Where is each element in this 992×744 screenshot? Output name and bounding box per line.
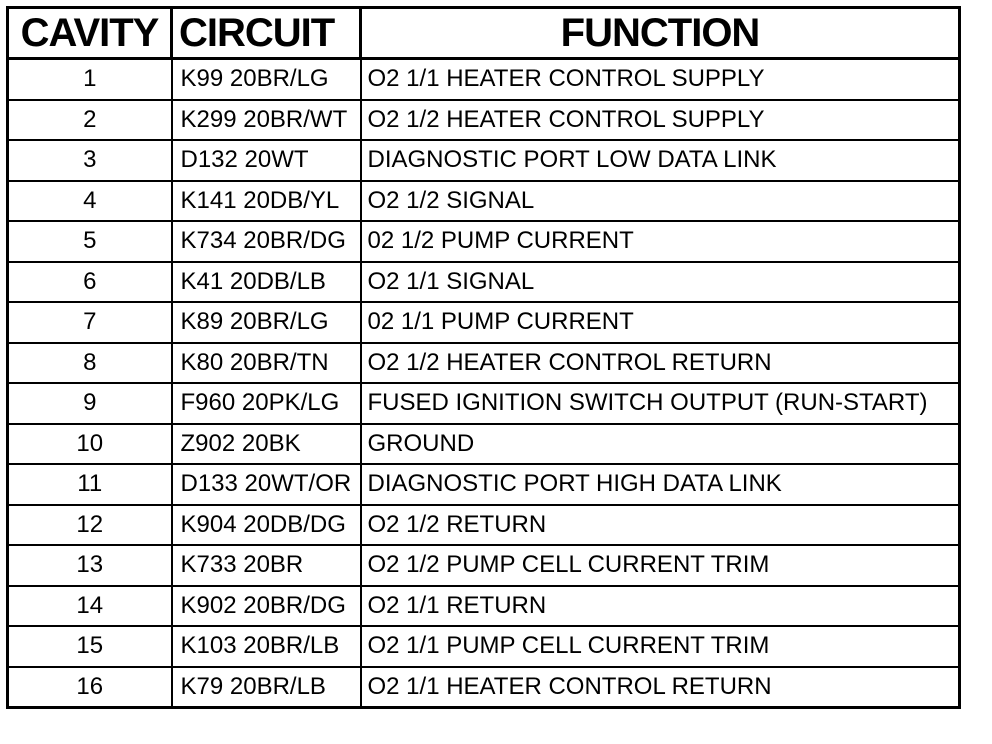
table-row	[8, 464, 960, 505]
table-row	[8, 302, 960, 343]
function-cell: O2 1/2 SIGNAL	[361, 181, 960, 222]
circuit-cell: D132 20WT	[172, 140, 361, 181]
cavity-cell: 6	[8, 262, 172, 303]
table-row	[8, 100, 960, 141]
table-row	[8, 59, 960, 100]
cavity-cell: 10	[8, 424, 172, 465]
cavity-cell: 5	[8, 221, 172, 262]
header-row	[8, 8, 960, 59]
function-cell: O2 1/1 HEATER CONTROL RETURN	[361, 667, 960, 708]
function-cell: DIAGNOSTIC PORT LOW DATA LINK	[361, 140, 960, 181]
cavity-cell: 16	[8, 667, 172, 708]
table-row	[8, 140, 960, 181]
cavity-cell: 9	[8, 383, 172, 424]
function-cell: O2 1/1 RETURN	[361, 586, 960, 627]
function-cell: O2 1/2 PUMP CELL CURRENT TRIM	[361, 545, 960, 586]
cavity-cell: 7	[8, 302, 172, 343]
cavity-cell: 13	[8, 545, 172, 586]
circuit-cell: K80 20BR/TN	[172, 343, 361, 384]
table-row	[8, 383, 960, 424]
table-row	[8, 505, 960, 546]
function-cell: FUSED IGNITION SWITCH OUTPUT (RUN-START)	[361, 383, 960, 424]
circuit-cell: K99 20BR/LG	[172, 59, 361, 100]
cavity-cell: 1	[8, 59, 172, 100]
function-cell: O2 1/1 HEATER CONTROL SUPPLY	[361, 59, 960, 100]
circuit-cell: K734 20BR/DG	[172, 221, 361, 262]
circuit-column-header: CIRCUIT	[172, 8, 361, 59]
function-cell: GROUND	[361, 424, 960, 465]
table-row	[8, 626, 960, 667]
table-row	[8, 181, 960, 222]
circuit-cell: K733 20BR	[172, 545, 361, 586]
table-row	[8, 586, 960, 627]
function-cell: O2 1/2 RETURN	[361, 505, 960, 546]
cavity-cell: 3	[8, 140, 172, 181]
cavity-cell: 8	[8, 343, 172, 384]
circuit-cell: K79 20BR/LB	[172, 667, 361, 708]
table-header	[8, 8, 960, 59]
circuit-cell: K141 20DB/YL	[172, 181, 361, 222]
circuit-cell: K41 20DB/LB	[172, 262, 361, 303]
cavity-cell: 2	[8, 100, 172, 141]
table-row	[8, 424, 960, 465]
table-body	[8, 59, 960, 708]
function-cell: 02 1/2 PUMP CURRENT	[361, 221, 960, 262]
table-row	[8, 545, 960, 586]
cavity-cell: 12	[8, 505, 172, 546]
circuit-cell: K902 20BR/DG	[172, 586, 361, 627]
table-row	[8, 343, 960, 384]
cavity-column-header: CAVITY	[8, 8, 172, 59]
function-cell: O2 1/2 HEATER CONTROL SUPPLY	[361, 100, 960, 141]
function-cell: 02 1/1 PUMP CURRENT	[361, 302, 960, 343]
cavity-cell: 4	[8, 181, 172, 222]
function-cell: O2 1/1 PUMP CELL CURRENT TRIM	[361, 626, 960, 667]
circuit-cell: K904 20DB/DG	[172, 505, 361, 546]
function-cell: DIAGNOSTIC PORT HIGH DATA LINK	[361, 464, 960, 505]
table-row	[8, 667, 960, 708]
connector-pinout-table	[6, 6, 961, 709]
cavity-cell: 14	[8, 586, 172, 627]
circuit-cell: K89 20BR/LG	[172, 302, 361, 343]
function-column-header: FUNCTION	[361, 8, 960, 59]
cavity-cell: 15	[8, 626, 172, 667]
function-cell: O2 1/1 SIGNAL	[361, 262, 960, 303]
circuit-cell: K103 20BR/LB	[172, 626, 361, 667]
table-row	[8, 262, 960, 303]
function-cell: O2 1/2 HEATER CONTROL RETURN	[361, 343, 960, 384]
circuit-cell: Z902 20BK	[172, 424, 361, 465]
cavity-cell: 11	[8, 464, 172, 505]
circuit-cell: K299 20BR/WT	[172, 100, 361, 141]
circuit-cell: F960 20PK/LG	[172, 383, 361, 424]
table-row	[8, 221, 960, 262]
circuit-cell: D133 20WT/OR	[172, 464, 361, 505]
